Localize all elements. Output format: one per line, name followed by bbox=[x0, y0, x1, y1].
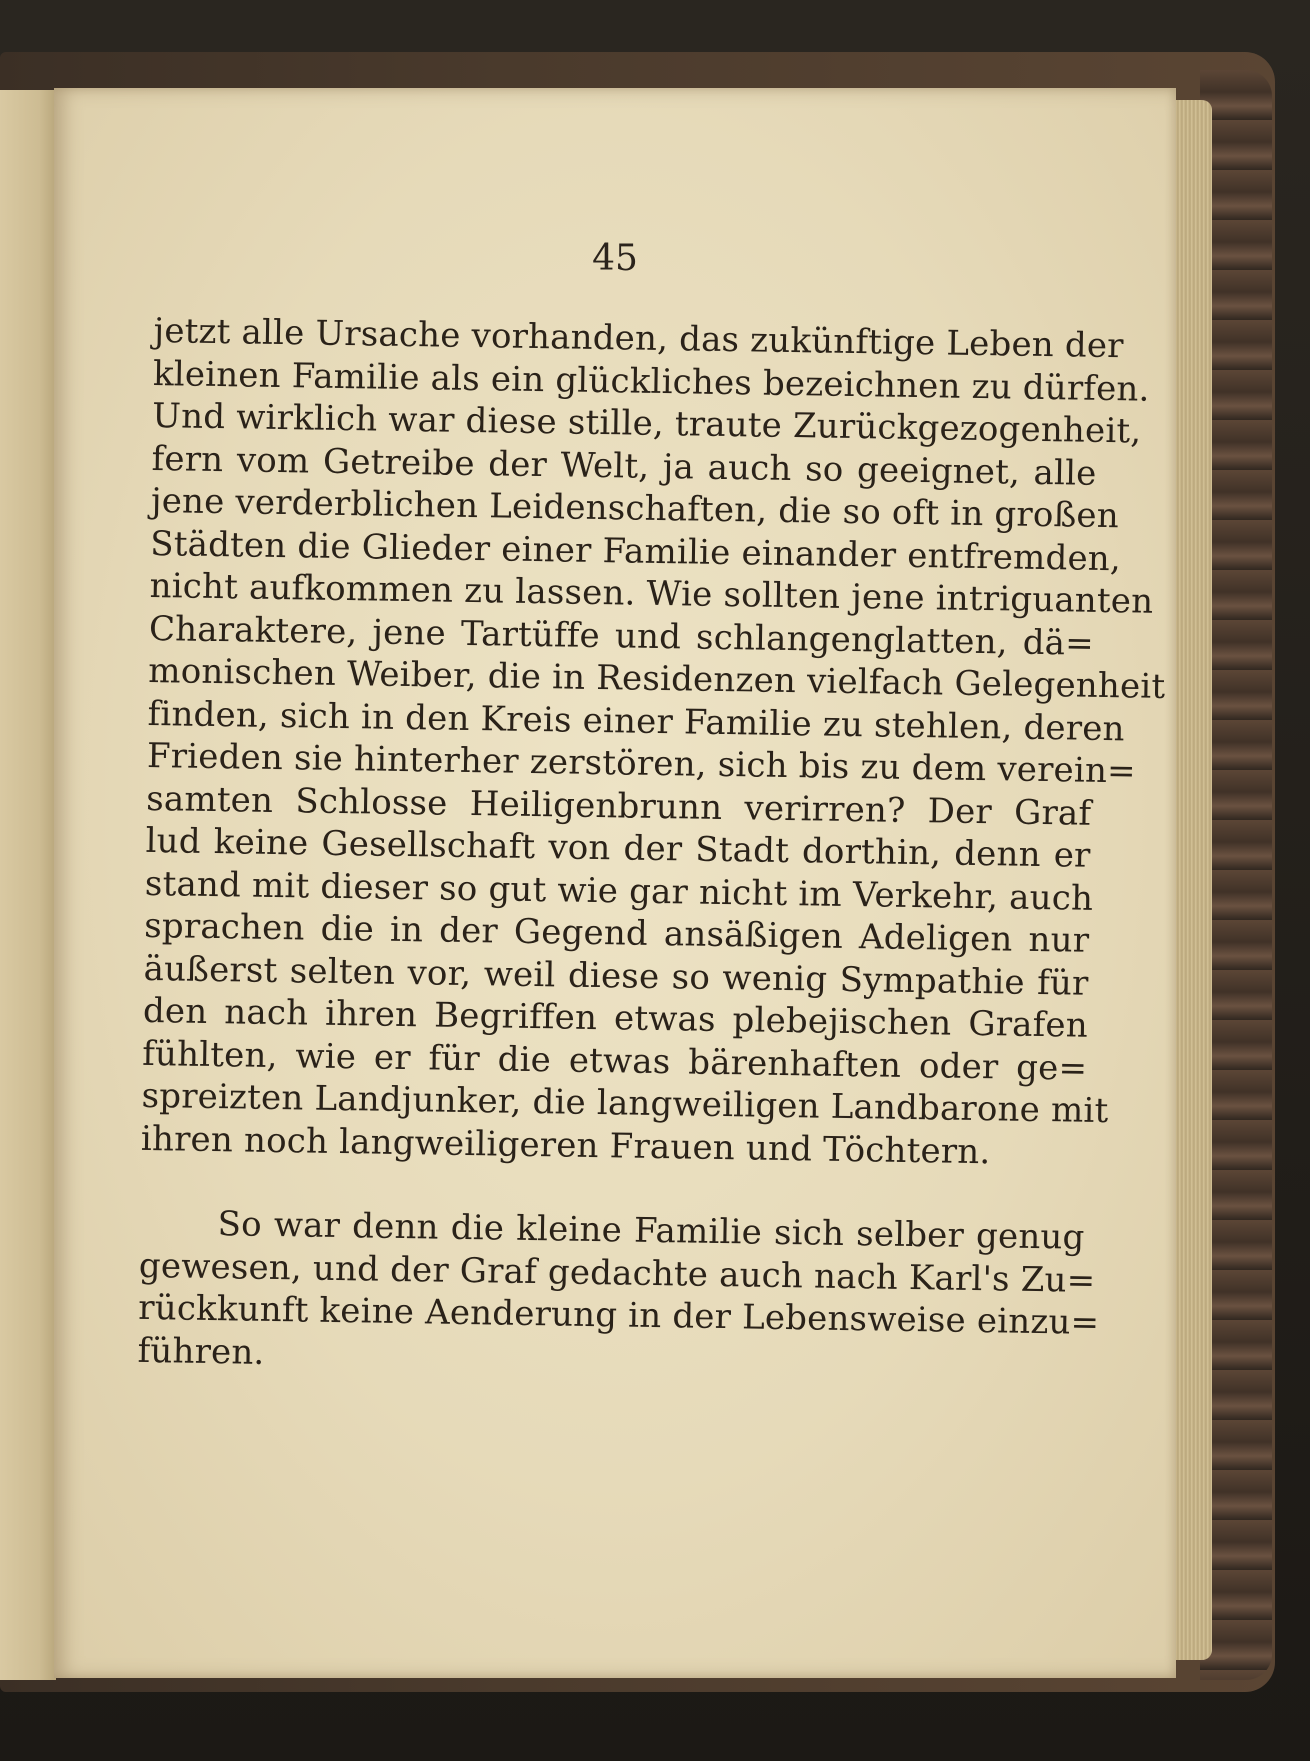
text-line: jene verderblichen Leidenschaften, die so oft in großen bbox=[150, 480, 1120, 537]
text-line: finden, sich in den Kreis einer Familie zu stehlen, deren bbox=[147, 693, 1125, 749]
paragraph bbox=[140, 310, 1166, 1175]
text-line: samten Schlosse Heiligenbrunn verirren? Der Graf bbox=[146, 778, 1092, 834]
text-line: führen. bbox=[137, 1330, 265, 1373]
text-line: jetzt alle Ursache vorhanden, das zukünftige Leben der bbox=[153, 310, 1124, 367]
text-block bbox=[137, 310, 1166, 1387]
book-page bbox=[54, 88, 1176, 1678]
text-line: sprachen die in der Gegend ansäßigen Adeligen nur bbox=[144, 905, 1090, 961]
text-line: monischen Weiber, die in Residenzen vielfach Gelegenheit bbox=[148, 650, 1166, 707]
text-line: lud keine Gesellschaft von der Stadt dorthin, denn er bbox=[145, 820, 1091, 876]
text-line: fern vom Getreibe der Welt, ja auch so geeignet, alle bbox=[151, 438, 1097, 494]
text-line: gewesen, und der Graf gedachte auch nach Karl's Zu= bbox=[138, 1245, 1096, 1301]
left-page-edge bbox=[0, 90, 56, 1680]
page-number: 45 bbox=[592, 238, 638, 279]
text-line: Charaktere, jene Tartüffe und schlangenglatten, dä= bbox=[148, 608, 1095, 664]
text-line: fühlten, wie er für die etwas bärenhaften oder ge= bbox=[142, 1033, 1088, 1089]
text-line: Städten die Glieder einer Familie einander entfremden, bbox=[150, 523, 1122, 579]
text-line: So war denn die kleine Familie sich selber genug bbox=[217, 1204, 1085, 1258]
text-line: stand mit dieser so gut wie gar nicht im Verkehr, auch bbox=[144, 863, 1094, 919]
text-line: rückkunft keine Aenderung in der Lebensweise einzu= bbox=[138, 1287, 1100, 1343]
text-line: nicht aufkommen zu lassen. Wie sollten jene intriguanten bbox=[149, 565, 1154, 622]
text-line: äußerst selten vor, weil diese so wenig Sympathie für bbox=[143, 948, 1089, 1004]
text-line: Frieden sie hinterher zerstören, sich bis zu dem verein= bbox=[146, 735, 1137, 792]
text-line: den nach ihren Begriffen etwas plebejischen Grafen bbox=[142, 990, 1089, 1046]
paragraph bbox=[137, 1202, 1100, 1387]
text-line: Und wirklich war diese stille, traute Zurückgezogenheit, bbox=[152, 395, 1142, 452]
text-line: kleinen Familie als ein glückliches bezeichnen zu dürfen. bbox=[152, 353, 1150, 410]
text-line: ihren noch langweiligeren Frauen und Töchtern. bbox=[140, 1118, 991, 1172]
text-line: spreizten Landjunker, die langweiligen Landbarone mit bbox=[141, 1075, 1109, 1132]
